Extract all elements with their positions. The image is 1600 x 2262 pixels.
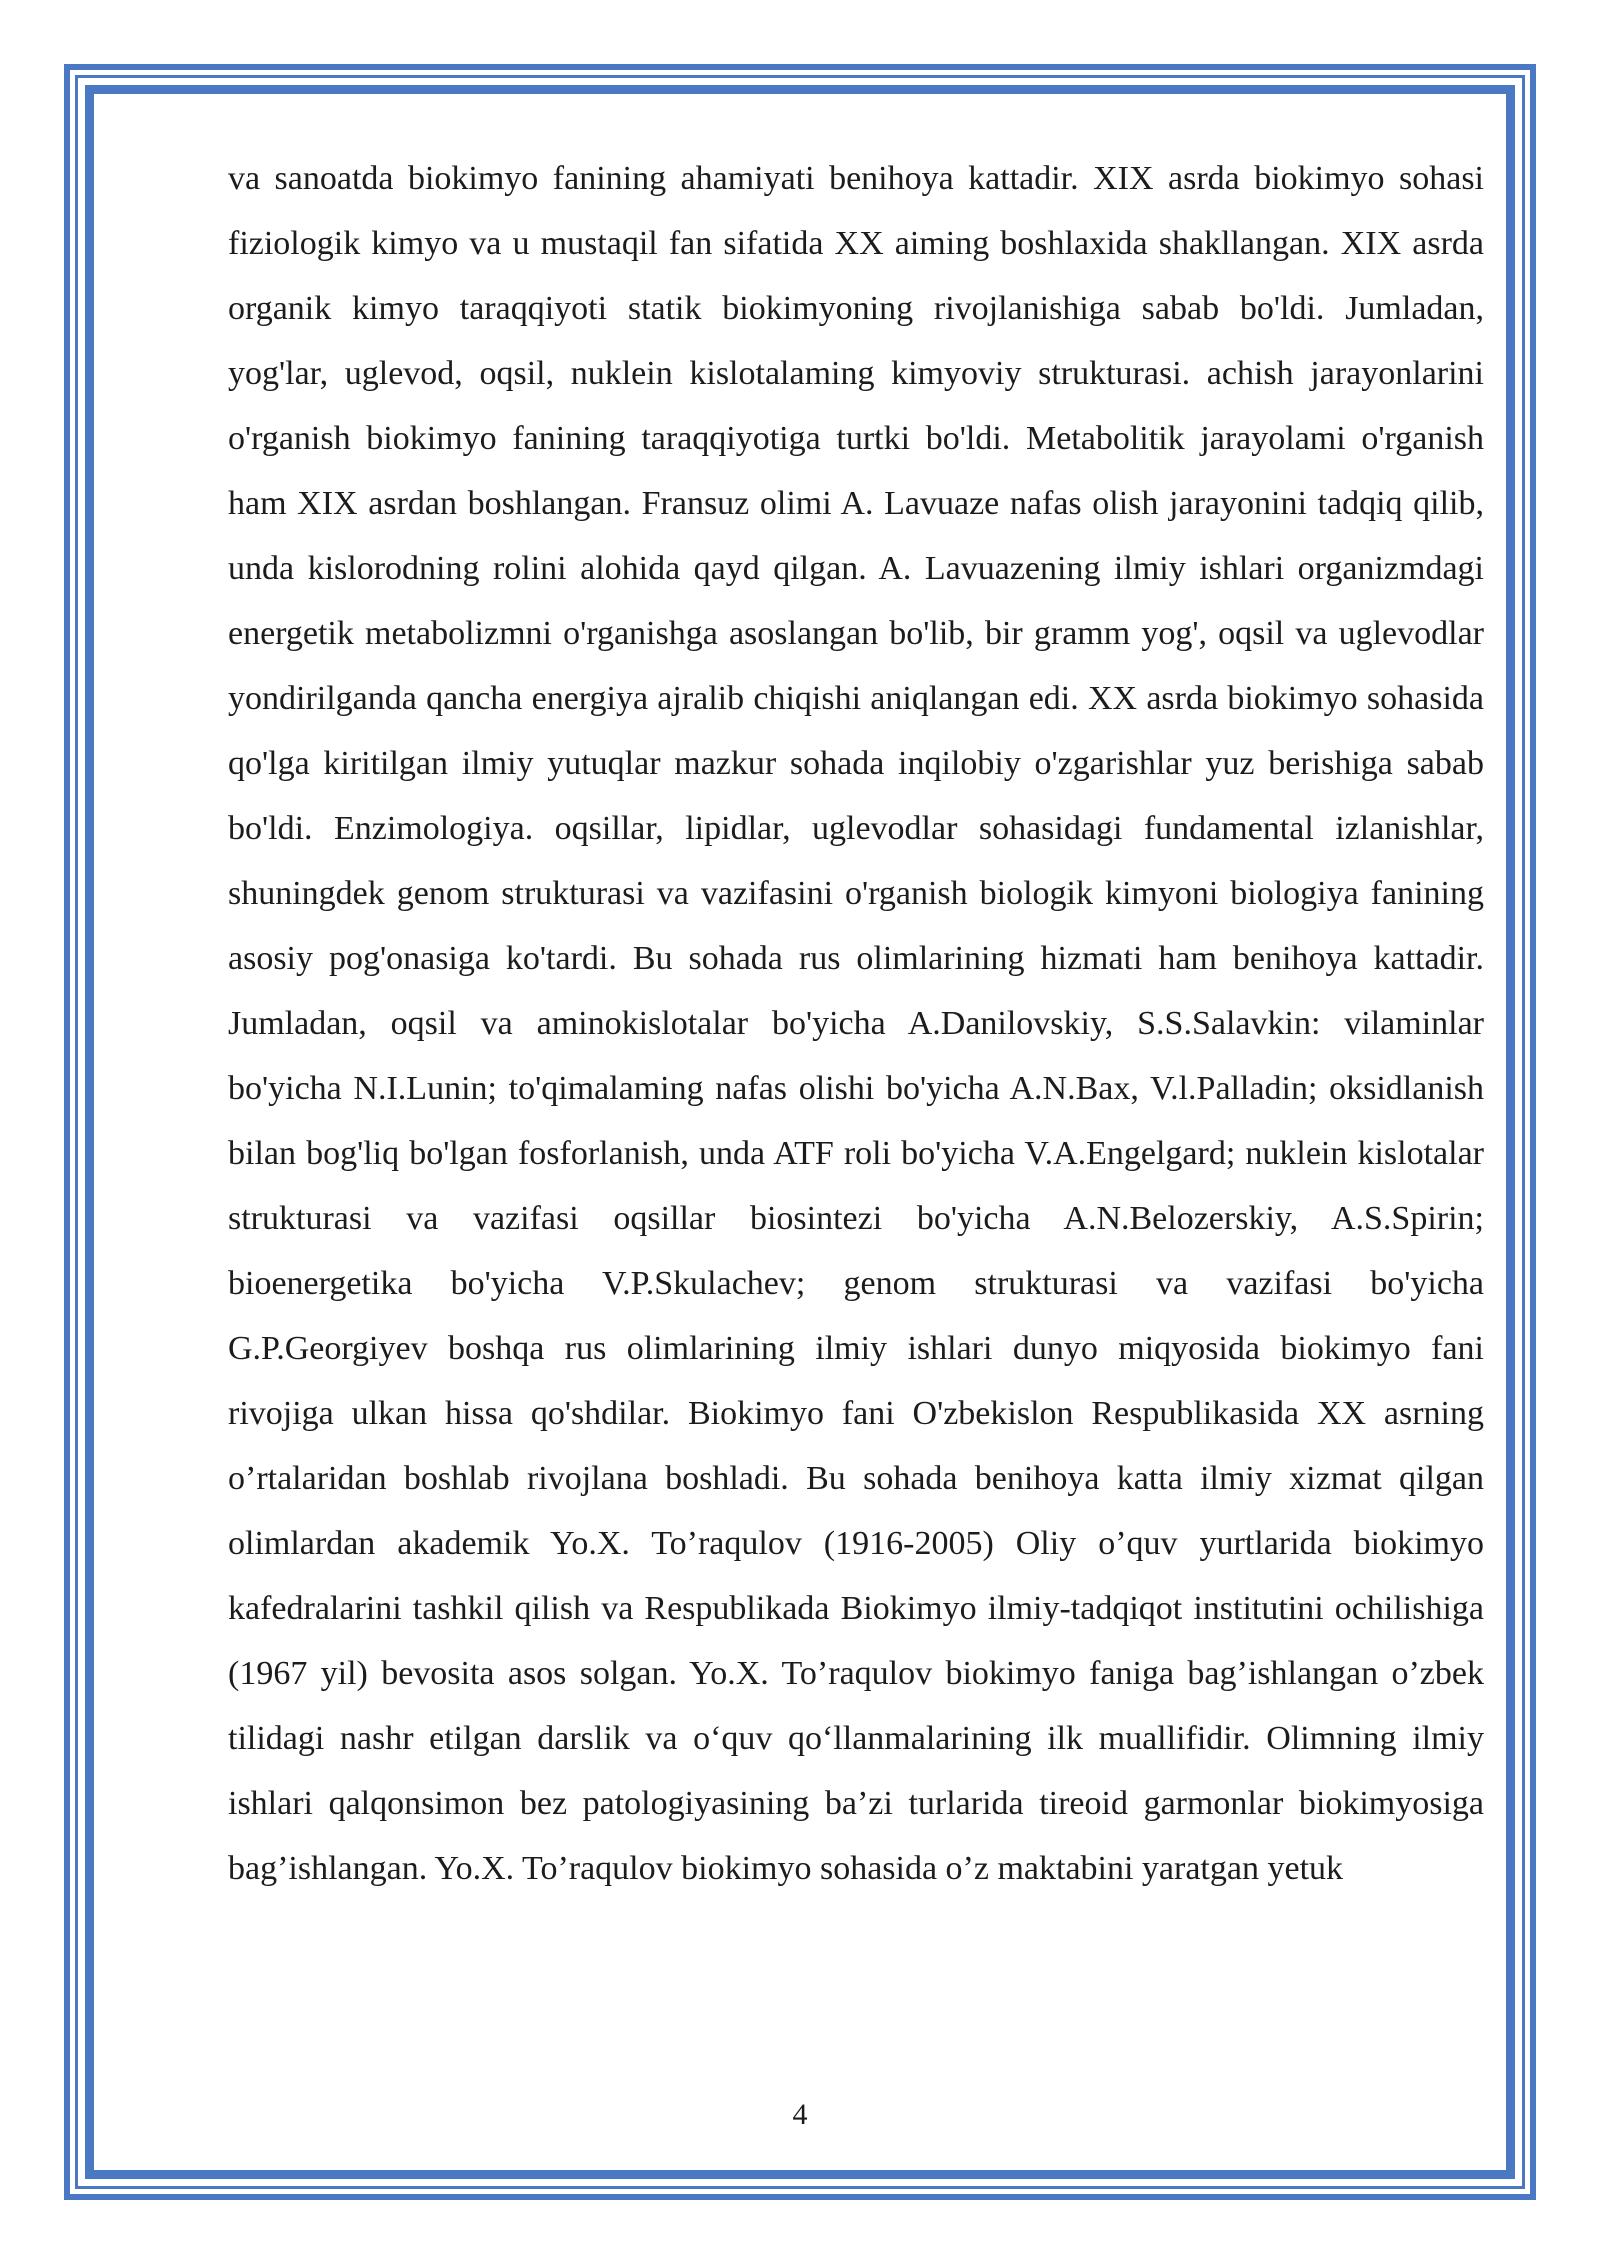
page-number: 4 [792, 2098, 808, 2131]
body-text-block [228, 146, 1484, 1901]
body-paragraph: va sanoatda biokimyo fanining ahamiyati benihoya kattadir. XIX asrda biokimyo sohasi fiziologik kimyo va u mustaqil fan sifatida XX aiming boshlaxida shakllangan. XIX asrda organik kimyo taraqqiyoti statik biokimyoning rivojlanishiga sabab bo'ldi. Jumladan, yog'lar, uglevod, oqsil, nuklein kislotalaming kimyoviy strukturasi. achish jarayonlarini o'rganish biokimyo fanining taraqqiyotiga turtki bo'ldi. Metabolitik jarayolami o'rganish ham XIX asrdan boshlangan. Fransuz olimi A. Lavuaze nafas olish jarayonini tadqiq qilib, unda kislorodning rolini alohida qayd qilgan. A. Lavuazening ilmiy ishlari organizmdagi energetik metabolizmni o'rganishga asoslangan bo'lib, bir gramm yog', oqsil va uglevodlar yondirilganda qancha energiya ajralib chiqishi aniqlangan edi. XX asrda biokimyo sohasida qo'lga kiritilgan ilmiy yutuqlar mazkur sohada inqilobiy o'zgarishlar yuz berishiga sabab bo'ldi. Enzimologiya. oqsillar, lipidlar, uglevodlar sohasidagi fundamental izlanishlar, shuningdek genom strukturasi va vazifasini o'rganish biologik kimyoni biologiya fanining asosiy pog'onasiga ko'tardi. Bu sohada rus olimlarining hizmati ham benihoya kattadir. Jumladan, oqsil va aminokislotalar bo'yicha A.Danilovskiy, S.S.Salavkin: vilaminlar bo'yicha N.I.Lunin; to'qimalaming nafas olishi bo'yicha A.N.Bax, V.l.Palladin; oksidlanish bilan bog'liq bo'lgan fosforlanish, unda ATF roli bo'yicha V.A.Engelgard; nuklein kislotalar strukturasi va vazifasi oqsillar biosintezi bo'yicha A.N.Belozerskiy, A.S.Spirin; bioenergetika bo'yicha V.P.Skulachev; genom strukturasi va vazifasi bo'yicha G.P.Georgiyev boshqa rus olimlarining ilmiy ishlari dunyo miqyosida biokimyo fani rivojiga ulkan hissa qo'shdilar. Biokimyo fani O'zbekislon Respublikasida XX asrning o’rtalaridan boshlab rivojlana boshladi. Bu sohada benihoya katta ilmiy xizmat qilgan olimlardan akademik Yo.X. To’raqulov (1916-2005) Oliy o’quv yurtlarida biokimyo kafedralarini tashkil qilish va Respublikada Biokimyo ilmiy-tadqiqot institutini ochilishiga (1967 yil) bevosita asos solgan. Yo.X. To’raqulov biokimyo faniga bag’ishlangan o’zbek tilidagi nashr etilgan darslik va o‘quv qo‘llanmalarining ilk muallifidir. Olimning ilmiy ishlari qalqonsimon bez patologiyasining ba’zi turlarida tireoid garmonlar biokimyosiga bag’ishlangan. Yo.X. To’raqulov biokimyo sohasida o’z maktabini yaratgan yetuk [228, 160, 1484, 1887]
